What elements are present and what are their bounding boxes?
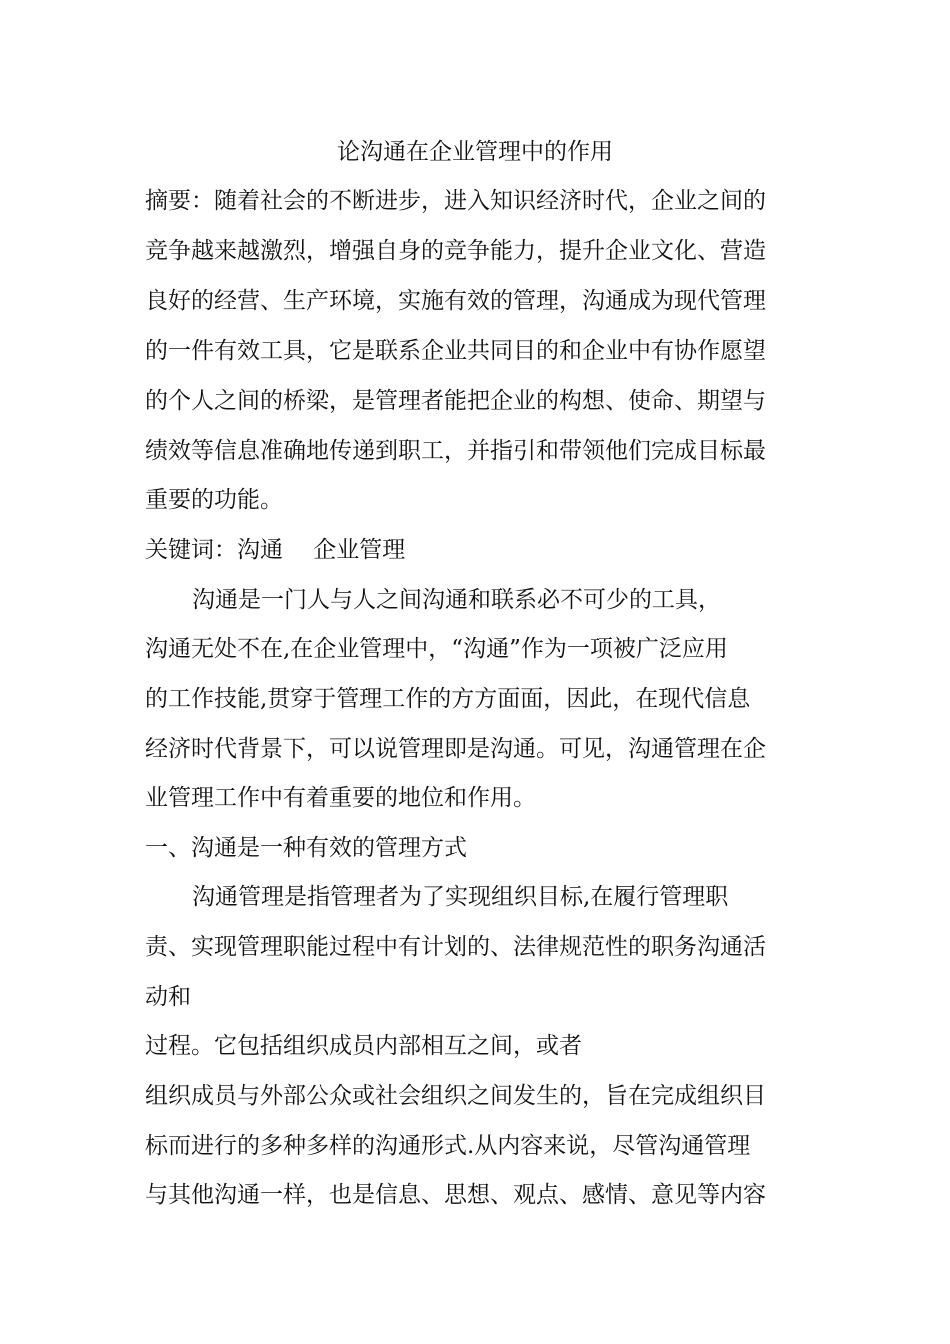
body-paragraph-2-line-4: 过程。它包括组织成员内部相互之间，或者 — [145, 1033, 582, 1059]
abstract-line-5: 的个人之间的桥梁，是管理者能把企业的构想、使命、期望与 — [145, 388, 766, 414]
body-paragraph-2-line-6: 标而进行的多种多样的沟通形式.从内容来说，尽管沟通管理 — [145, 1133, 751, 1159]
abstract-line-3: 良好的经营、生产环境，实施有效的管理，沟通成为现代管理 — [145, 288, 766, 314]
abstract-line-6: 绩效等信息准确地传递到职工，并指引和带领他们完成目标最 — [145, 438, 766, 464]
body-paragraph-2-line-1: 沟通管理是指管理者为了实现组织目标,在履行管理职 — [192, 884, 729, 910]
body-paragraph-1-line-1: 沟通是一门人与人之间沟通和联系必不可少的工具， — [192, 587, 721, 613]
keywords-line: 关键词：沟通 企业管理 — [145, 537, 406, 563]
body-paragraph-2-line-3: 动和 — [145, 984, 191, 1010]
abstract-line-7: 重要的功能。 — [145, 487, 283, 513]
abstract-line-4: 的一件有效工具，它是联系企业共同目的和企业中有协作愿望 — [145, 338, 766, 364]
section-heading-1: 一、沟通是一种有效的管理方式 — [145, 835, 467, 861]
body-paragraph-2-line-5: 组织成员与外部公众或社会组织之间发生的，旨在完成组织目 — [145, 1083, 766, 1109]
abstract-line-2: 竞争越来越激烈，增强自身的竞争能力，提升企业文化、营造 — [145, 238, 766, 264]
body-paragraph-1-line-4: 经济时代背景下，可以说管理即是沟通。可见，沟通管理在企 — [145, 736, 766, 762]
document-title: 论沟通在企业管理中的作用 — [337, 139, 613, 165]
body-paragraph-1-line-3: 的工作技能,贯穿于管理工作的方方面面，因此，在现代信息 — [145, 686, 751, 712]
body-paragraph-2-line-2: 责、实现管理职能过程中有计划的、法律规范性的职务沟通活 — [145, 934, 766, 960]
body-paragraph-2-line-7: 与其他沟通一样，也是信息、思想、观点、感情、意见等内容 — [145, 1182, 766, 1208]
body-paragraph-1-line-2: 沟通无处不在,在企业管理中，“沟通”作为一项被广泛应用 — [145, 636, 728, 662]
body-paragraph-1-line-5: 业管理工作中有着重要的地位和作用。 — [145, 785, 536, 811]
abstract-line-1: 摘要：随着社会的不断进步，进入知识经济时代，企业之间的 — [145, 188, 766, 214]
